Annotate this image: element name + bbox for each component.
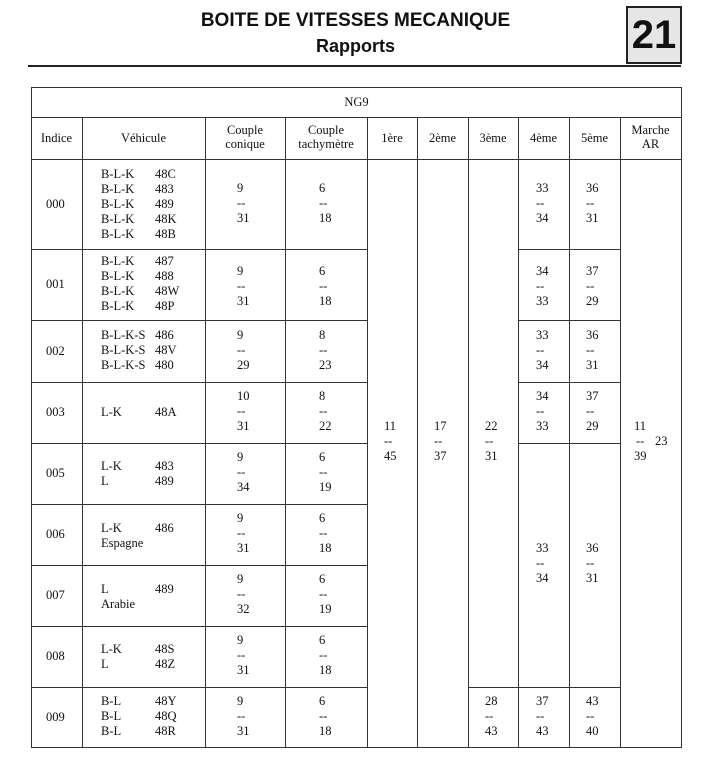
ratio-couple-tachymetre	[319, 450, 332, 495]
col-header-4eme: 4ème	[529, 131, 558, 145]
ratio-couple-conique	[237, 181, 250, 226]
cell-indice: 000	[46, 197, 65, 211]
ratio-5eme	[586, 328, 599, 373]
ratio-4eme	[536, 389, 549, 434]
vehicle-code: B-L-K	[101, 197, 135, 211]
ratio-separator: --	[536, 343, 545, 357]
ratio-denominator: 34	[536, 211, 549, 225]
ratio-separator: --	[319, 526, 328, 540]
ratio-denominator: 19	[319, 602, 332, 616]
col-rule	[468, 117, 469, 748]
ratio-separator: --	[384, 434, 393, 448]
col-header-line: Marche	[631, 123, 670, 137]
ratio-denominator: 31	[485, 449, 498, 463]
ratio-separator: --	[237, 648, 246, 662]
ratio-couple-tachymetre	[319, 511, 332, 556]
ratio-couple-conique	[237, 450, 250, 495]
vehicle-type: 489	[155, 474, 174, 488]
ratio-numerator: 37	[586, 389, 599, 403]
ratio-denominator: 31	[237, 419, 250, 433]
ratio-numerator: 9	[237, 572, 244, 586]
col-header-couple-conique	[205, 123, 285, 151]
vehicle-type: 48C	[155, 167, 176, 181]
ratio-separator: --	[237, 196, 246, 210]
ratio-denominator: 31	[586, 211, 599, 225]
col-rule	[569, 117, 570, 748]
ratio-marche-ar-top: 11	[634, 419, 647, 433]
vehicle-code: B-L-K	[101, 299, 135, 313]
ratio-separator: --	[536, 404, 545, 418]
vehicle-type: 480	[155, 358, 174, 372]
vehicle-code: Espagne	[101, 536, 144, 550]
vehicle-type: 483	[155, 459, 174, 473]
ratio-separator: --	[237, 526, 246, 540]
ratio-separator: --	[237, 404, 246, 418]
ratio-couple-tachymetre	[319, 389, 332, 434]
vehicle-type: 488	[155, 269, 174, 283]
ratio-denominator: 43	[536, 724, 549, 738]
vehicle-code: B-L-K	[101, 269, 135, 283]
vehicle-code: B-L-K-S	[101, 328, 146, 342]
ratio-numerator: 6	[319, 181, 326, 195]
ratio-couple-conique	[237, 633, 250, 678]
ratio-4eme	[536, 181, 549, 226]
ratio-couple-tachymetre	[319, 572, 332, 617]
ratio-numerator: 8	[319, 328, 326, 342]
ratio-numerator: 36	[586, 181, 599, 195]
ratio-numerator: 6	[319, 511, 326, 525]
ratio-numerator: 34	[536, 264, 549, 278]
vehicle-type: 489	[155, 197, 174, 211]
cell-indice: 005	[46, 466, 65, 480]
ratio-numerator: 33	[536, 541, 549, 555]
col-rule	[417, 117, 418, 748]
caption-rule	[31, 117, 682, 118]
ratio-denominator: 18	[319, 211, 332, 225]
chapter-number: 21	[626, 6, 682, 64]
ratio-numerator: 28	[485, 694, 498, 708]
ratio-numerator: 8	[319, 389, 326, 403]
ratio-numerator: 6	[319, 450, 326, 464]
ratio-numerator: 6	[319, 694, 326, 708]
vehicle-type: 48P	[155, 299, 175, 313]
ratio-numerator: 33	[536, 181, 549, 195]
ratio-denominator: 45	[384, 449, 397, 463]
col-header-couple-tachymetre	[285, 123, 367, 151]
ratio-numerator: 9	[237, 694, 244, 708]
ratio-numerator: 9	[237, 181, 244, 195]
ratio-couple-conique	[237, 694, 250, 739]
ratio-numerator: 9	[237, 264, 244, 278]
vehicle-type: 48A	[155, 405, 177, 419]
ratio-numerator: 6	[319, 264, 326, 278]
ratio-separator: --	[319, 587, 328, 601]
ratio-marche-ar-right: 23	[655, 434, 668, 448]
ratio-separator: --	[319, 404, 328, 418]
ratio-couple-conique	[237, 511, 250, 556]
row-rule-g3g5	[468, 687, 621, 688]
vehicle-code: L-K	[101, 521, 122, 535]
ratio-separator: --	[586, 343, 595, 357]
ratio-separator: --	[319, 196, 328, 210]
header-bottom-rule	[31, 159, 682, 160]
ratio-5eme	[586, 694, 599, 739]
col-header-marche-ar	[620, 123, 681, 151]
cell-indice: 009	[46, 710, 65, 724]
ratio-separator: --	[586, 709, 595, 723]
ratio-numerator: 9	[237, 633, 244, 647]
ratio-denominator: 31	[237, 663, 250, 677]
ratio-denominator: 18	[319, 724, 332, 738]
ratio-separator: --	[536, 279, 545, 293]
ratio-marche-ar-separator: --	[636, 434, 645, 448]
ratio-denominator: 23	[319, 358, 332, 372]
col-rule	[620, 117, 621, 748]
ratio-couple-conique	[237, 264, 250, 309]
ratio-numerator: 34	[536, 389, 549, 403]
vehicle-code: L	[101, 474, 109, 488]
vehicle-code: B-L-K	[101, 182, 135, 196]
ratio-4eme	[536, 328, 549, 373]
vehicle-type: 487	[155, 254, 174, 268]
vehicle-code: L-K	[101, 459, 122, 473]
ratio-5eme	[586, 181, 599, 226]
ratio-3eme-009	[485, 694, 498, 739]
ratio-numerator: 37	[586, 264, 599, 278]
ratio-denominator: 31	[237, 541, 250, 555]
ratio-separator: --	[536, 556, 545, 570]
cell-indice: 007	[46, 588, 65, 602]
ratio-denominator: 32	[237, 602, 250, 616]
ratio-couple-conique	[237, 572, 250, 617]
ratio-denominator: 29	[237, 358, 250, 372]
ratio-denominator: 31	[237, 294, 250, 308]
vehicle-type: 48S	[155, 642, 175, 656]
table-border-bottom	[31, 747, 682, 748]
col-rule	[205, 117, 206, 748]
ratio-couple-tachymetre	[319, 694, 332, 739]
ratio-separator: --	[237, 465, 246, 479]
ratio-separator: --	[536, 196, 545, 210]
ratio-denominator: 29	[586, 419, 599, 433]
ratio-separator: --	[237, 343, 246, 357]
ratio-separator: --	[485, 709, 494, 723]
ratio-3eme	[485, 419, 498, 464]
vehicle-code: B-L	[101, 709, 122, 723]
vehicle-code: B-L-K	[101, 227, 135, 241]
ratio-separator: --	[586, 556, 595, 570]
ratio-denominator: 18	[319, 541, 332, 555]
ratio-denominator: 34	[536, 571, 549, 585]
ratio-denominator: 22	[319, 419, 332, 433]
vehicle-type: 48V	[155, 343, 177, 357]
ratio-4eme	[536, 541, 549, 586]
ratio-separator: --	[434, 434, 443, 448]
ratio-denominator: 40	[586, 724, 599, 738]
ratio-2eme	[434, 419, 447, 464]
ratio-denominator: 31	[237, 724, 250, 738]
col-header-2eme: 2ème	[428, 131, 457, 145]
vehicle-type: 48Q	[155, 709, 177, 723]
page-subtitle: Rapports	[315, 36, 395, 56]
ratio-4eme	[536, 694, 549, 739]
page-title: BOITE DE VITESSES MECANIQUE	[200, 10, 511, 31]
vehicle-type: 483	[155, 182, 174, 196]
vehicle-type: 48Z	[155, 657, 176, 671]
ratio-couple-tachymetre	[319, 181, 332, 226]
cell-indice: 001	[46, 277, 65, 291]
vehicle-code: B-L-K	[101, 212, 135, 226]
ratio-numerator: 11	[384, 419, 397, 433]
ratio-numerator: 10	[237, 389, 250, 403]
ratio-separator: --	[586, 196, 595, 210]
vehicle-type: 48K	[155, 212, 177, 226]
ratio-numerator: 9	[237, 450, 244, 464]
ratio-denominator: 34	[536, 358, 549, 372]
vehicle-type: 48B	[155, 227, 176, 241]
ratio-5eme	[586, 541, 599, 586]
vehicle-type: 486	[155, 521, 174, 535]
col-header-5eme: 5ème	[580, 131, 609, 145]
ratio-separator: --	[237, 709, 246, 723]
table-border-top	[31, 87, 682, 88]
ratio-separator: --	[586, 279, 595, 293]
table-border-right	[681, 87, 682, 748]
col-header-vehicule: Véhicule	[120, 131, 167, 145]
cell-indice: 006	[46, 527, 65, 541]
ratio-denominator: 31	[586, 571, 599, 585]
vehicle-code: L	[101, 657, 109, 671]
vehicle-type: 48R	[155, 724, 176, 738]
vehicle-code: B-L-K	[101, 254, 135, 268]
ratio-couple-tachymetre	[319, 633, 332, 678]
header-rule	[28, 65, 681, 67]
ratio-4eme	[536, 264, 549, 309]
col-header-line: Couple	[307, 123, 345, 137]
ratio-denominator: 19	[319, 480, 332, 494]
ratio-numerator: 22	[485, 419, 498, 433]
ratio-couple-conique	[237, 328, 250, 373]
ratio-numerator: 36	[586, 328, 599, 342]
ratio-denominator: 18	[319, 294, 332, 308]
ratio-numerator: 43	[586, 694, 599, 708]
col-header-line: conique	[225, 137, 265, 151]
col-rule	[518, 117, 519, 748]
vehicle-type: 489	[155, 582, 174, 596]
col-rule	[367, 117, 368, 748]
cell-indice: 002	[46, 344, 65, 358]
vehicle-code: B-L-K	[101, 167, 135, 181]
ratio-marche-ar-bottom: 39	[634, 449, 647, 463]
col-header-line: Couple	[226, 123, 264, 137]
col-header-indice: Indice	[40, 131, 73, 145]
ratio-numerator: 36	[586, 541, 599, 555]
ratio-5eme	[586, 264, 599, 309]
vehicle-type: 48W	[155, 284, 180, 298]
ratio-numerator: 33	[536, 328, 549, 342]
table-caption: NG9	[344, 95, 369, 109]
table-border-left	[31, 87, 32, 748]
col-header-line: tachymètre	[298, 137, 354, 151]
ratio-denominator: 34	[237, 480, 250, 494]
ratio-numerator: 6	[319, 572, 326, 586]
vehicle-type: 486	[155, 328, 174, 342]
ratio-denominator: 33	[536, 294, 549, 308]
ratio-separator: --	[485, 434, 494, 448]
vehicle-code: B-L-K-S	[101, 358, 146, 372]
ratio-denominator: 31	[237, 211, 250, 225]
vehicle-code: B-L-K	[101, 284, 135, 298]
ratio-separator: --	[586, 404, 595, 418]
col-header-3eme: 3ème	[479, 131, 507, 145]
ratio-numerator: 17	[434, 419, 447, 433]
col-rule	[82, 117, 83, 748]
ratio-separator: --	[319, 648, 328, 662]
col-header-line: AR	[641, 137, 660, 151]
ratio-separator: --	[237, 279, 246, 293]
vehicle-code: B-L-K-S	[101, 343, 146, 357]
col-rule	[285, 117, 286, 748]
ratio-1ere	[384, 419, 397, 464]
vehicle-code: Arabie	[101, 597, 136, 611]
ratio-couple-tachymetre	[319, 264, 332, 309]
ratio-numerator: 37	[536, 694, 549, 708]
ratio-denominator: 43	[485, 724, 498, 738]
ratio-denominator: 37	[434, 449, 447, 463]
vehicle-type: 48Y	[155, 694, 177, 708]
col-header-1ere: 1ère	[381, 131, 403, 145]
ratio-couple-tachymetre	[319, 328, 332, 373]
ratio-separator: --	[237, 587, 246, 601]
cell-indice: 003	[46, 405, 65, 419]
ratio-denominator: 31	[586, 358, 599, 372]
ratio-separator: --	[319, 343, 328, 357]
ratio-denominator: 29	[586, 294, 599, 308]
ratio-separator: --	[319, 279, 328, 293]
ratio-denominator: 18	[319, 663, 332, 677]
cell-indice: 008	[46, 649, 65, 663]
ratio-5eme	[586, 389, 599, 434]
vehicle-code: B-L	[101, 724, 122, 738]
ratio-denominator: 33	[536, 419, 549, 433]
ratio-separator: --	[319, 465, 328, 479]
ratio-numerator: 6	[319, 633, 326, 647]
ratio-numerator: 9	[237, 328, 244, 342]
vehicle-code: L	[101, 582, 109, 596]
ratio-couple-conique	[237, 389, 250, 434]
vehicle-code: B-L	[101, 694, 122, 708]
vehicle-code: L-K	[101, 405, 122, 419]
ratio-separator: --	[319, 709, 328, 723]
ratio-separator: --	[536, 709, 545, 723]
vehicle-code: L-K	[101, 642, 122, 656]
ratio-numerator: 9	[237, 511, 244, 525]
